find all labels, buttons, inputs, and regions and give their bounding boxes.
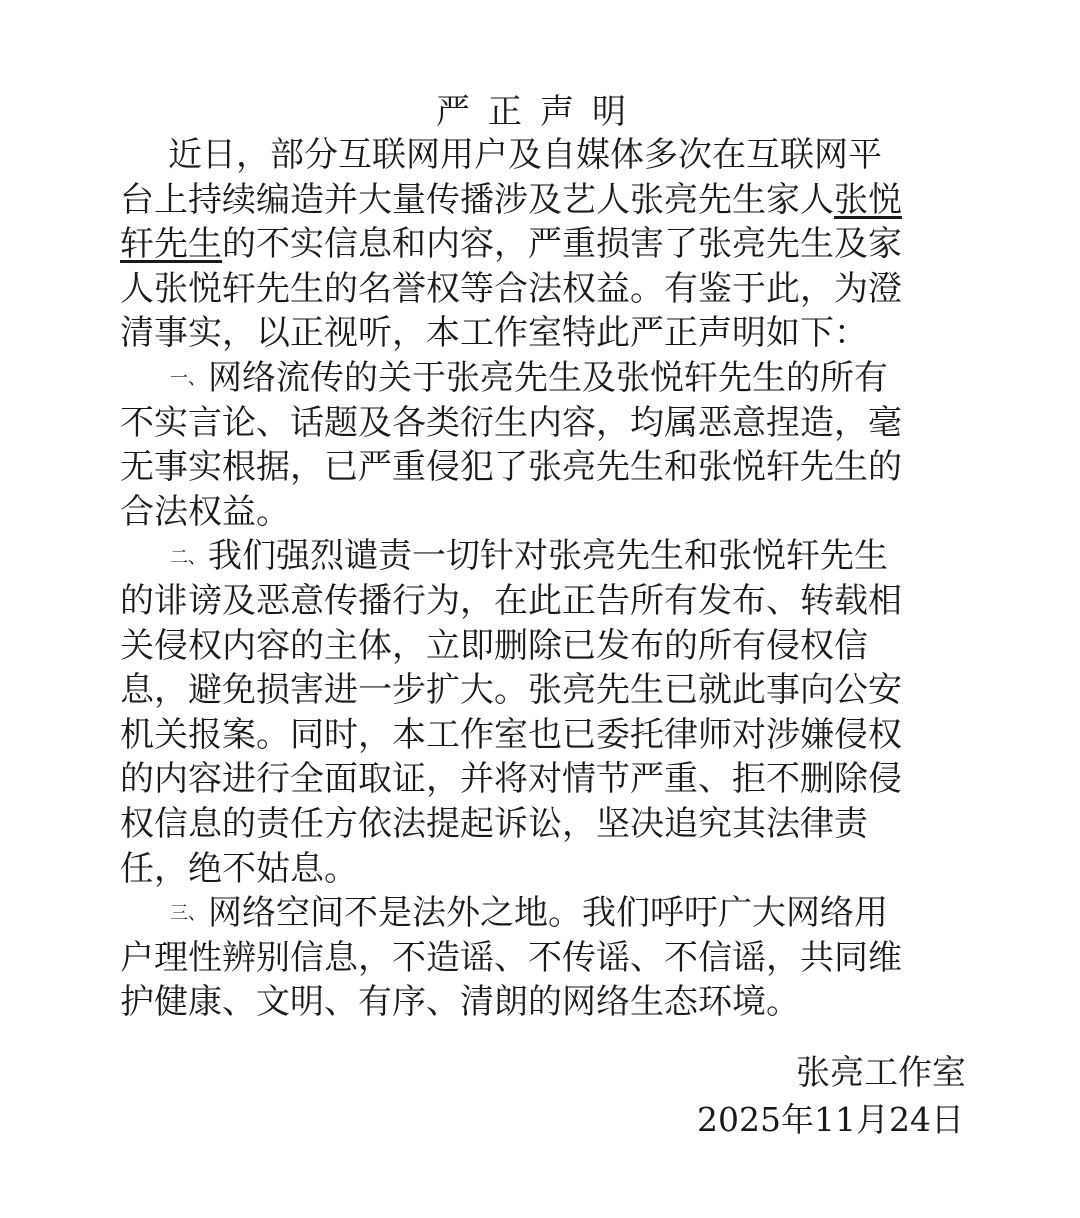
item-number-2: 二、 [170,546,206,568]
item1-line1: 一、网络流传的关于张亮先生及张悦轩先生的所有 [120,356,970,401]
item3-line3: 护健康、文明、有序、清朗的网络生态环境。 [120,982,800,1023]
statement-title: 严正声明 [436,92,644,132]
para1-line5: 清事实，以正视听，本工作室特此严正声明如下： [120,313,868,354]
para1-line2: 台上持续编造并大量传播涉及艺人张亮先生家人张悦 [120,179,902,220]
item1-line3: 无事实根据，已严重侵犯了张亮先生和张悦轩先生的 [120,447,902,488]
item-number-1: 一、 [170,368,206,390]
item1-line2: 不实言论、话题及各类衍生内容，均属恶意捏造，毫 [120,402,902,443]
para1-line4: 人张悦轩先生的名誉权等合法权益。有鉴于此，为澄 [120,268,902,309]
item-number-3: 三、 [170,903,206,925]
signature-org: 张亮工作室 [796,1053,966,1093]
item3-line2: 户理性辨别信息，不造谣、不传谣、不信谣，共同维 [120,937,902,978]
item2-line5: 机关报案。同时，本工作室也已委托律师对涉嫌侵权 [120,714,902,755]
item2-line3: 关侵权内容的主体，立即删除已发布的所有侵权信 [120,625,868,666]
underlined-name: 轩先生 [120,224,222,265]
item2-line7: 权信息的责任方依法提起诉讼，坚决追究其法律责 [120,803,868,844]
signature-date: 2025年11月24日 [697,1100,964,1139]
item2-line1: 二、我们强烈谴责一切针对张亮先生和张悦轩先生 [120,534,970,579]
statement-body [120,133,970,1025]
item2-line2: 的诽谤及恶意传播行为，在此正告所有发布、转载相 [120,580,902,621]
item2-line8: 任，绝不姑息。 [120,848,358,889]
item2-line6: 的内容进行全面取证，并将对情节严重、拒不删除侵 [120,759,902,800]
item3-line1: 三、网络空间不是法外之地。我们呼吁广大网络用 [120,891,970,936]
item1-line4: 合法权益。 [120,491,290,532]
item2-line4: 息，避免损害进一步扩大。张亮先生已就此事向公安 [120,670,902,711]
underlined-name: 张悦 [834,179,902,220]
para1-line3: 轩先生的不实信息和内容，严重损害了张亮先生及家 [120,224,902,265]
para1-line1: 近日，部分互联网用户及自媒体多次在互联网平 [168,135,882,175]
